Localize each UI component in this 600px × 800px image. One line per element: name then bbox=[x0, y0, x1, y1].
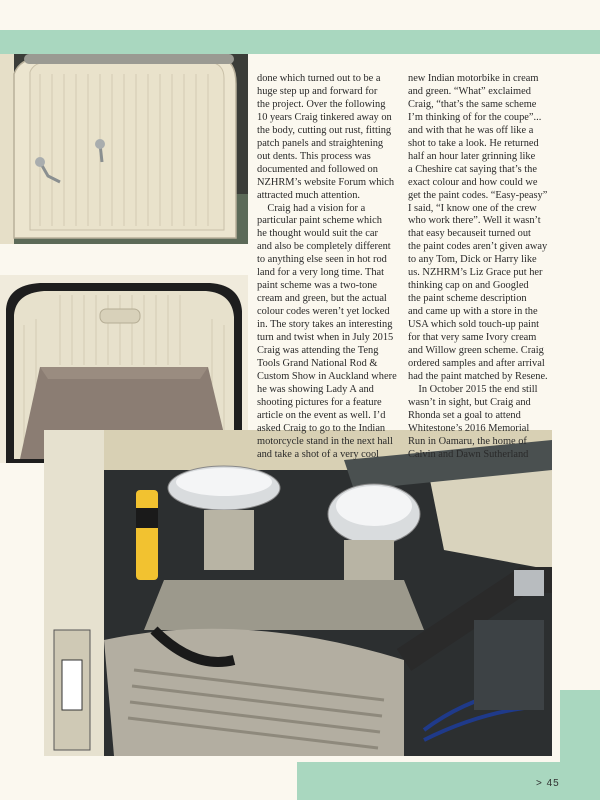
corner-accent-block bbox=[560, 690, 600, 762]
top-accent-band bbox=[0, 30, 600, 54]
article-column-1: done which turned out to be a huge step up and forward for the project. Over the following 10 years Craig tinkered away on the body, cutting out rust, fitting patch panels and straightening out dents. This process was documented and followed on NZHRM’s website Forum which attracted much attention. Craig had a vision for a particular paint scheme which he thought would suit the car and also be completely different to anything else seen in hot rod land for a very long time. That paint scheme was a two-tone cream and green, but the actual colour codes weren’t yet locked in. The story takes an interesting turn and twist when in July 2015 Craig was attending the Teng Tools Grand National Rod & Custom Show in Auckland where he was showing Lady A and shooting pictures for a feature article on the event as well. I’d asked Craig to go to the Indian motorcycle stand in the next hall and take a shot of a very cool bbox=[257, 73, 397, 460]
page-number: > 45 bbox=[536, 778, 560, 789]
engine-bay-photo bbox=[44, 430, 552, 756]
door-panel-photo bbox=[0, 54, 248, 244]
article-column-2: new Indian motorbike in cream and green. “What” exclaimed Craig, “that’s the same scheme I’m thinking of for the coupe”... and with that he was off like a shot to take a look. He returned half an hour later grinning like a Cheshire cat saying that’s the exact colour and how could we get the paint codes. “Easy-peasy” I said, “I know one of the crew who work there”. Well it wasn’t that easy becauseit turned out the paint codes aren’t given away to any Tom, Dick or Harry like us. NZHRM’s Liz Grace put her thinking cap on and Googled the paint scheme description and came up with a store in the USA which sold touch-up paint for that very same Ivory cream and Willow green scheme. Craig ordered samples and after arrival had the paint matched by Resene. In October 2015 the end still wasn’t in sight, but Craig and Rhonda set a goal to attend Whitestone’s 2016 Memorial Run in Oamaru, the home of Calvin and Dawn Sutherland bbox=[408, 73, 548, 460]
